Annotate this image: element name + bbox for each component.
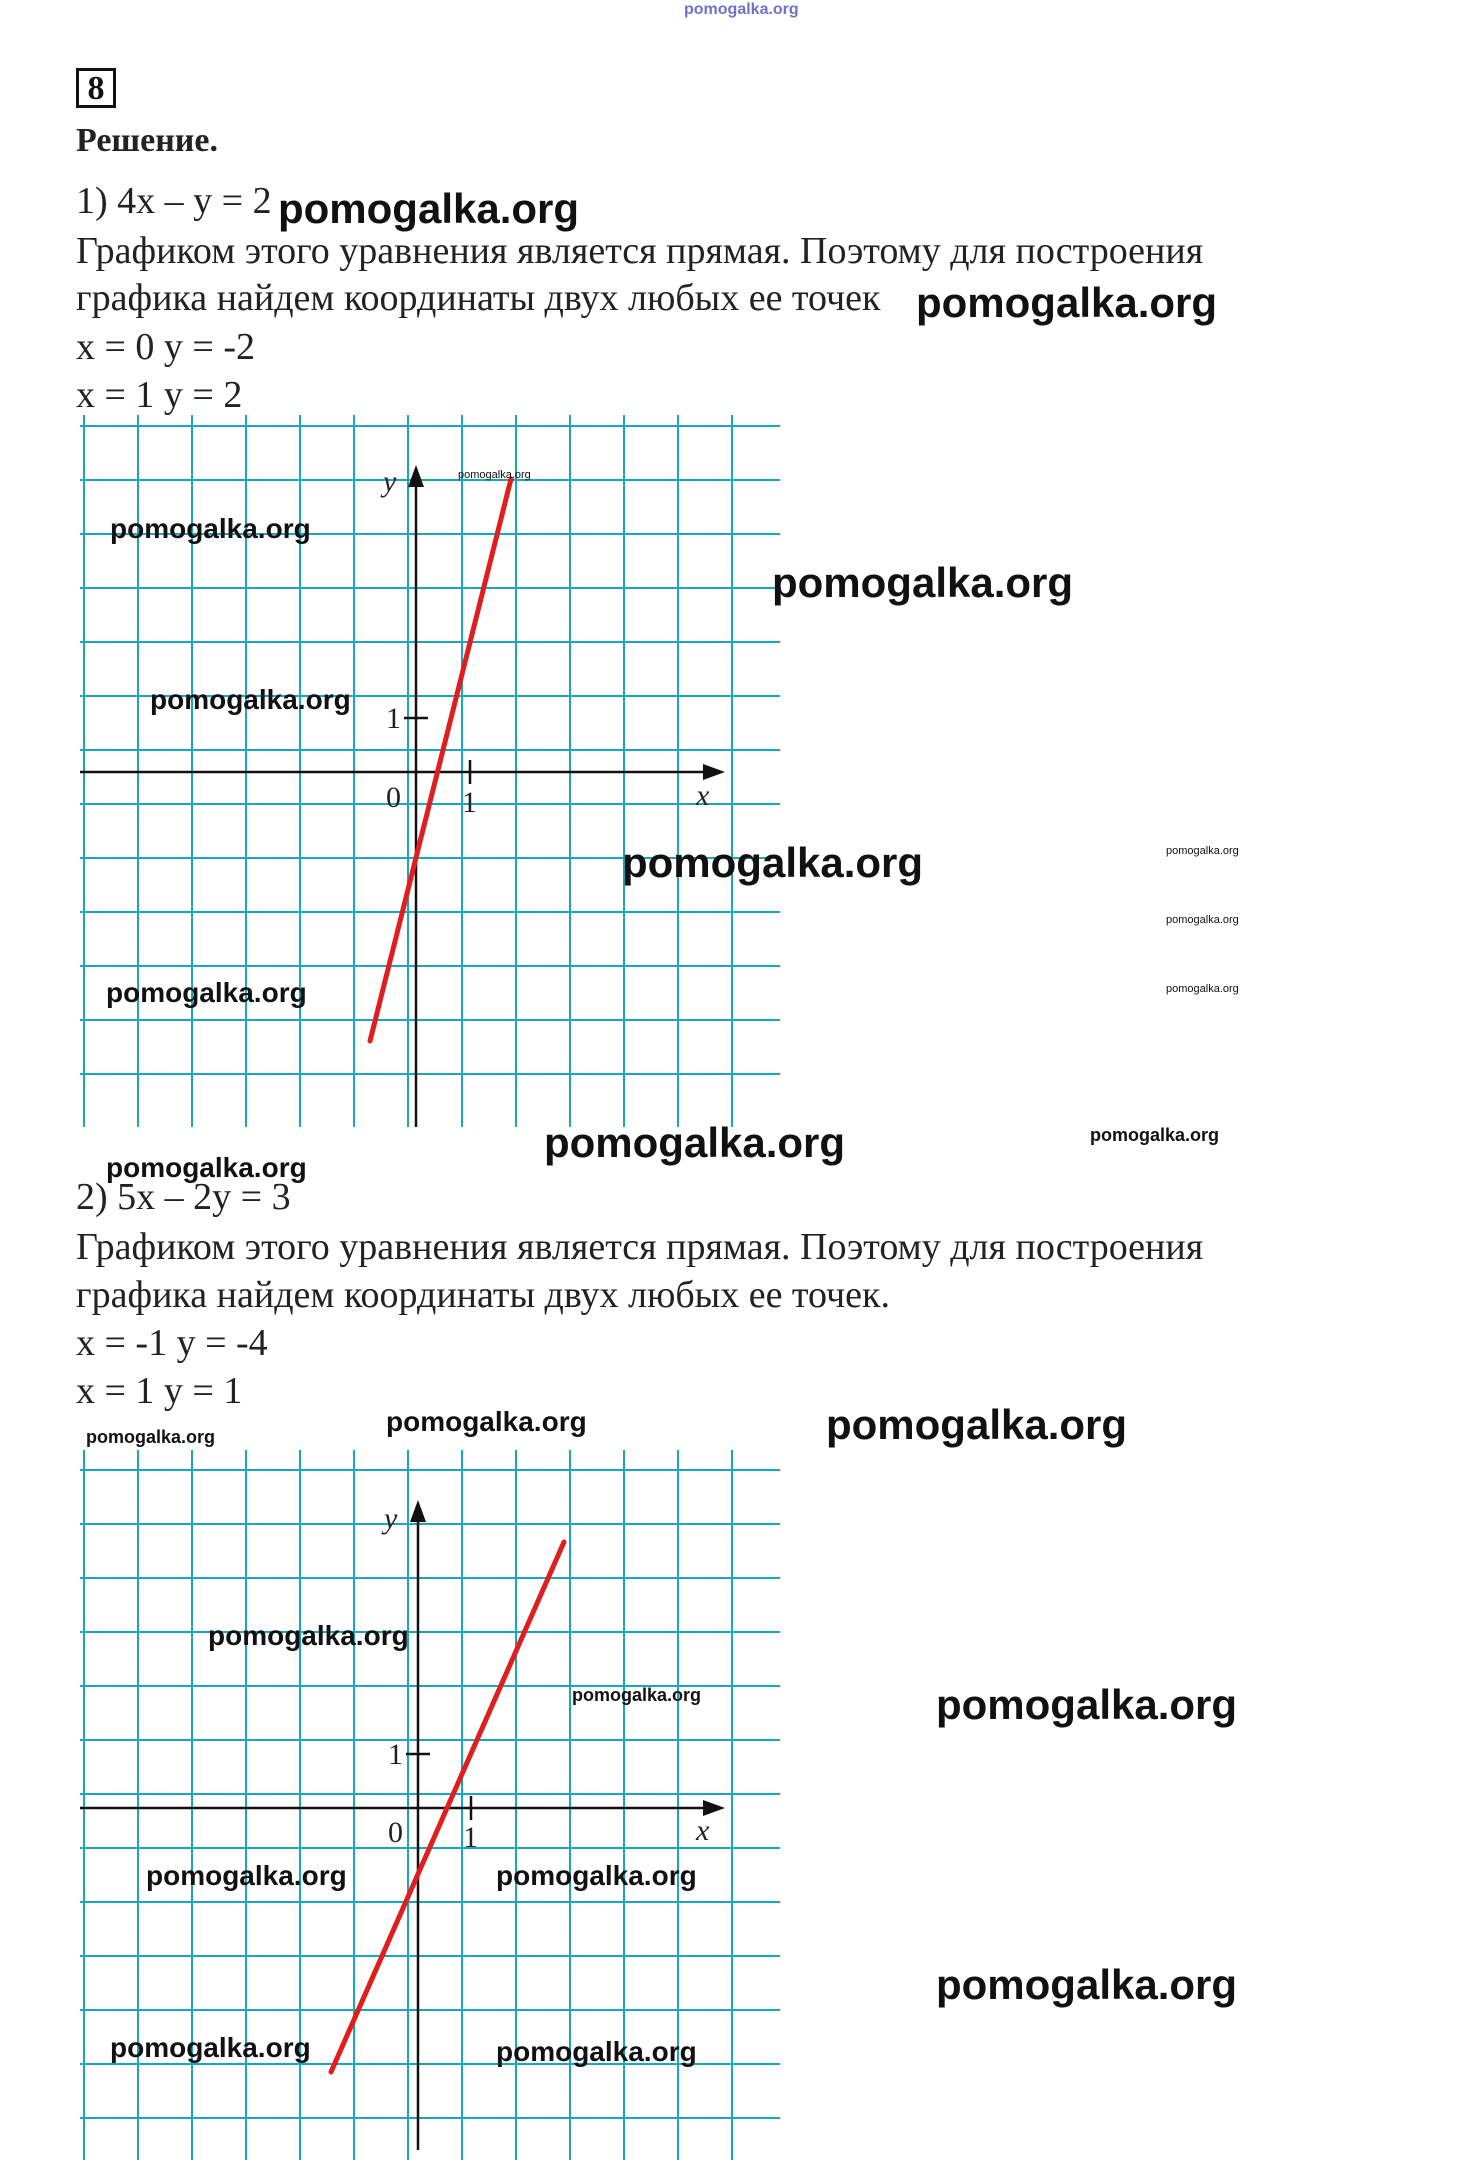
watermark: pomogalka.org [622,839,924,886]
x-axis-label-2: x [696,1814,710,1847]
watermark: pomogalka.org [146,1860,347,1891]
x-tick-label-1: 1 [462,786,477,819]
y-tick-label-2: 1 [388,1738,403,1771]
watermark: pomogalka.org [544,1119,846,1166]
equation-1: 1) 4x – y = 2 [76,180,272,222]
watermark: pomogalka.org [208,1620,409,1651]
watermark: pomogalka.org [496,2036,697,2067]
solution-heading: Решение. [76,122,218,159]
watermark: pomogalka.org [1090,1125,1220,1145]
explanation-1-line-2: графика найдем координаты двух любых ее точек [76,277,881,319]
watermark: pomogalka.org [936,1681,1238,1728]
watermark: pomogalka.org [572,1685,702,1705]
point-1-a: x = 0 y = -2 [76,326,256,368]
watermark: pomogalka.org [386,1406,587,1437]
watermark: pomogalka.org [496,1860,697,1891]
watermark: pomogalka.org [110,2032,311,2063]
y-axis-arrow-2 [410,1500,426,1522]
task-number-box: 8 [76,68,116,108]
y-axis-label-2: y [384,1502,398,1535]
origin-label-1: 0 [386,781,401,814]
explanation-1-line-1: Графиком этого уравнения является прямая. Поэтому для построения [76,230,1204,272]
watermark: pomogalka.org [106,1152,307,1183]
origin-label-2: 0 [388,1816,403,1849]
point-2-a: x = -1 y = -4 [76,1322,268,1364]
y-axis-label-1: y [383,465,397,498]
watermark: pomogalka.org [1166,845,1239,857]
equation-2: 2) 5x – 2y = 3 [76,1176,291,1218]
watermark: pomogalka.org [772,559,1074,606]
y-tick-label-1: 1 [386,702,401,735]
explanation-2-line-2: графика найдем координаты двух любых ее точек. [76,1274,890,1316]
point-2-b: x = 1 y = 1 [76,1370,243,1412]
x-axis-label-1: x [696,779,710,812]
watermark: pomogalka.org [110,513,311,544]
point-1-b: x = 1 y = 2 [76,374,243,416]
y-axis-arrow-1 [408,465,424,487]
watermark: pomogalka.org [1166,914,1239,926]
explanation-2-line-1: Графиком этого уравнения является прямая. Поэтому для построения [76,1226,1204,1268]
watermark: pomogalka.org [150,684,351,715]
watermark: pomogalka.org [278,185,580,232]
watermark: pomogalka.org [1166,983,1239,995]
watermark: pomogalka.org [826,1401,1128,1448]
watermark: pomogalka.org [106,977,307,1008]
plot-line-1 [370,479,511,1041]
site-watermark-top: pomogalka.org [684,1,799,18]
watermark: pomogalka.org [916,279,1218,326]
watermark: pomogalka.org [458,469,531,481]
watermark: pomogalka.org [936,1961,1238,2008]
x-axis-arrow-1 [703,764,725,780]
x-tick-label-2: 1 [463,1821,478,1854]
watermark: pomogalka.org [86,1427,216,1447]
